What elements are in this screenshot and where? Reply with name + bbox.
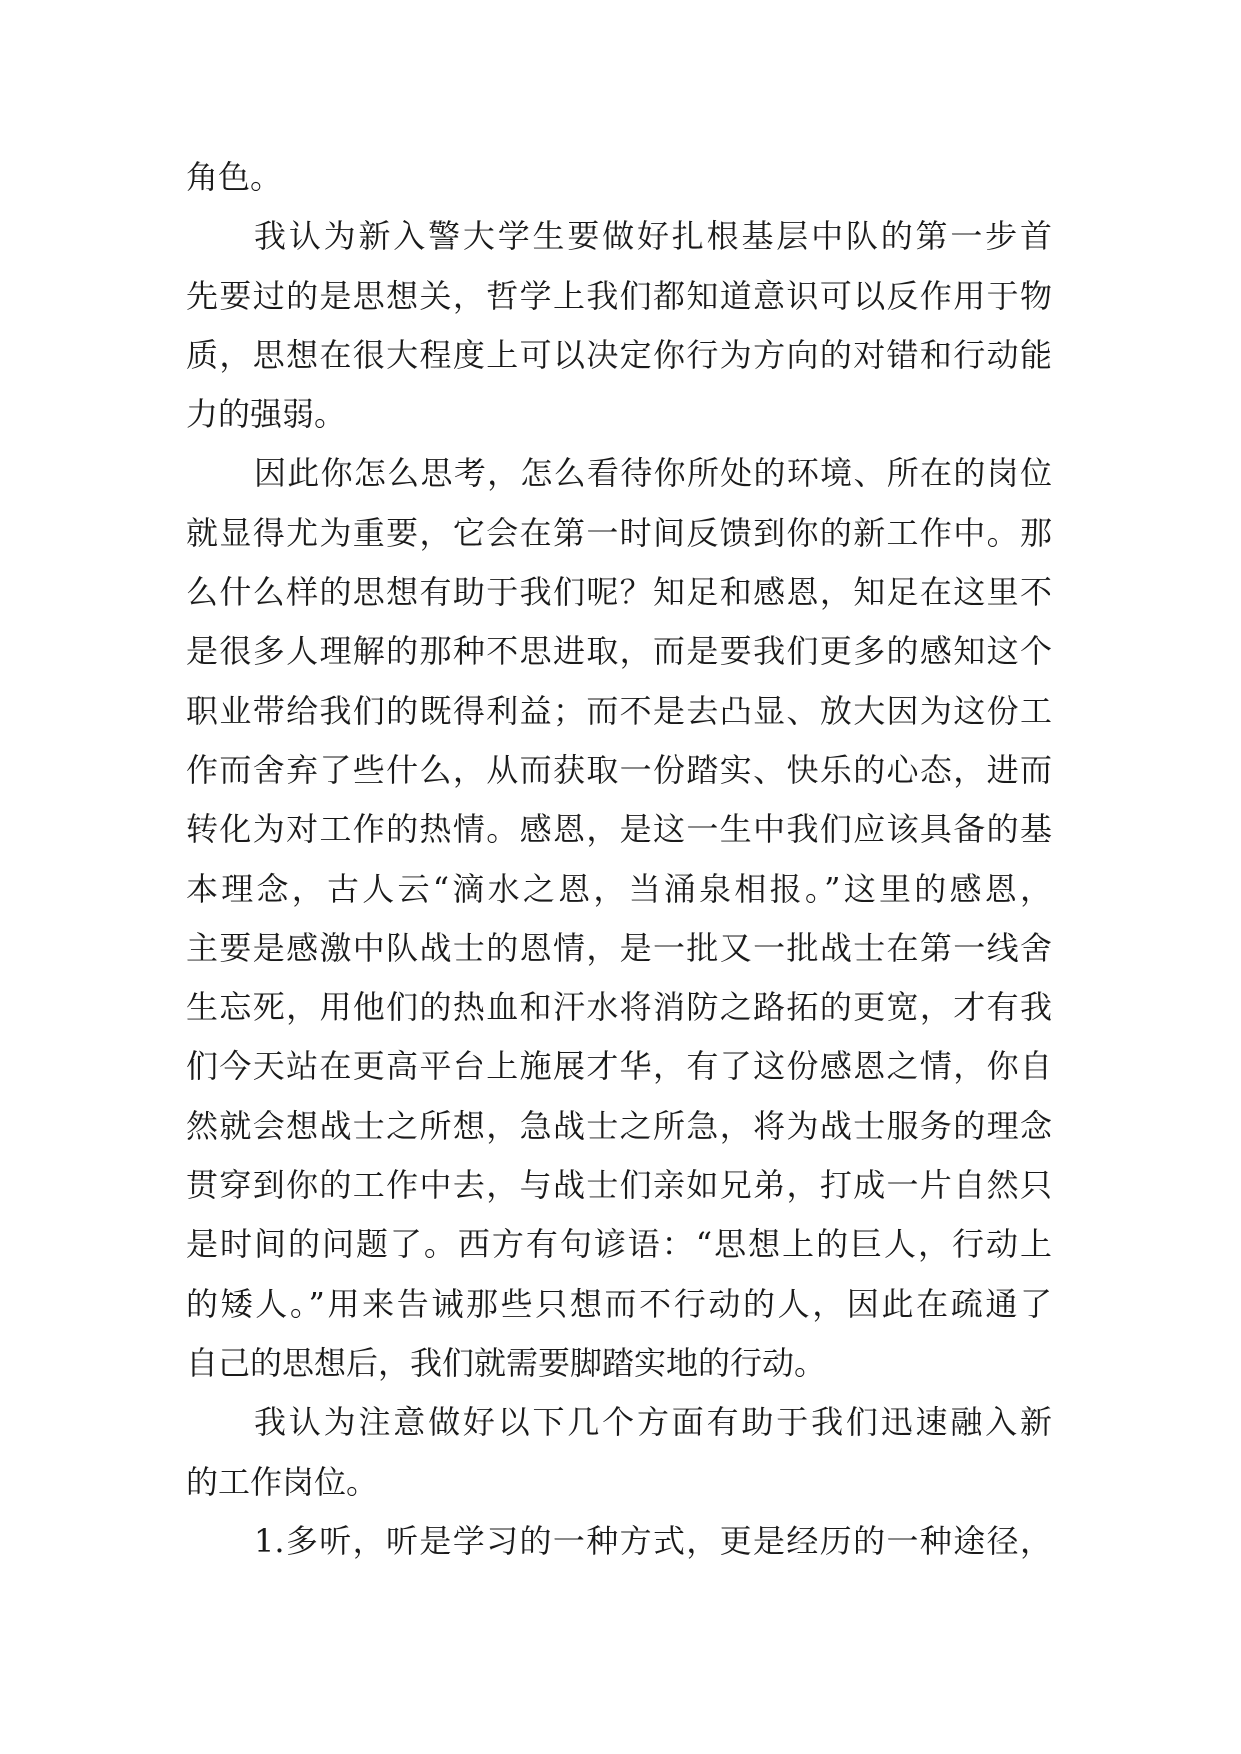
text-line: 是很多人理解的那种不思进取，而是要我们更多的感知这个: [186, 632, 1052, 671]
text-line: 1.多听，听是学习的一种方式，更是经历的一种途径，: [254, 1521, 1052, 1560]
text-line: 质，思想在很大程度上可以决定你行为方向的对错和行动能: [186, 335, 1052, 374]
text-line: 转化为对工作的热情。感恩，是这一生中我们应该具备的基: [186, 810, 1052, 849]
text-line: 职业带给我们的既得利益；而不是去凸显、放大因为这份工: [186, 691, 1052, 730]
text-line: 然就会想战士之所想，急战士之所急，将为战士服务的理念: [186, 1106, 1052, 1145]
text-line: 力的强弱。: [186, 395, 347, 434]
text-line: 的工作岗位。: [186, 1462, 379, 1501]
text-line: 我认为注意做好以下几个方面有助于我们迅速融入新: [254, 1403, 1052, 1442]
text-line: 就显得尤为重要，它会在第一时间反馈到你的新工作中。那: [186, 513, 1052, 552]
text-line: 我认为新入警大学生要做好扎根基层中队的第一步首: [254, 217, 1052, 256]
text-line: 角色。: [186, 158, 283, 196]
text-line: 生忘死，用他们的热血和汗水将消防之路拓的更宽，才有我: [186, 988, 1052, 1027]
text-line: 因此你怎么思考，怎么看待你所处的环境、所在的岗位: [254, 454, 1052, 493]
text-line: 贯穿到你的工作中去，与战士们亲如兄弟，打成一片自然只: [186, 1166, 1052, 1205]
text-line: 的矮人。”用来告诫那些只想而不行动的人，因此在疏通了: [186, 1284, 1052, 1323]
text-line: 是时间的问题了。西方有句谚语：“思想上的巨人，行动上: [186, 1225, 1052, 1264]
text-line: 本理念，古人云“滴水之恩，当涌泉相报。”这里的感恩，: [186, 869, 1052, 908]
text-line: 主要是感激中队战士的恩情，是一批又一批战士在第一线舍: [186, 928, 1052, 967]
text-line: 么什么样的思想有助于我们呢？知足和感恩，知足在这里不: [186, 573, 1052, 612]
text-line: 们今天站在更高平台上施展才华，有了这份感恩之情，你自: [186, 1047, 1052, 1086]
text-line: 自己的思想后，我们就需要脚踏实地的行动。: [186, 1343, 827, 1382]
text-line: 作而舍弃了些什么，从而获取一份踏实、快乐的心态，进而: [186, 750, 1052, 789]
text-line: 先要过的是思想关，哲学上我们都知道意识可以反作用于物: [186, 276, 1052, 315]
body-text: [186, 148, 1052, 1571]
